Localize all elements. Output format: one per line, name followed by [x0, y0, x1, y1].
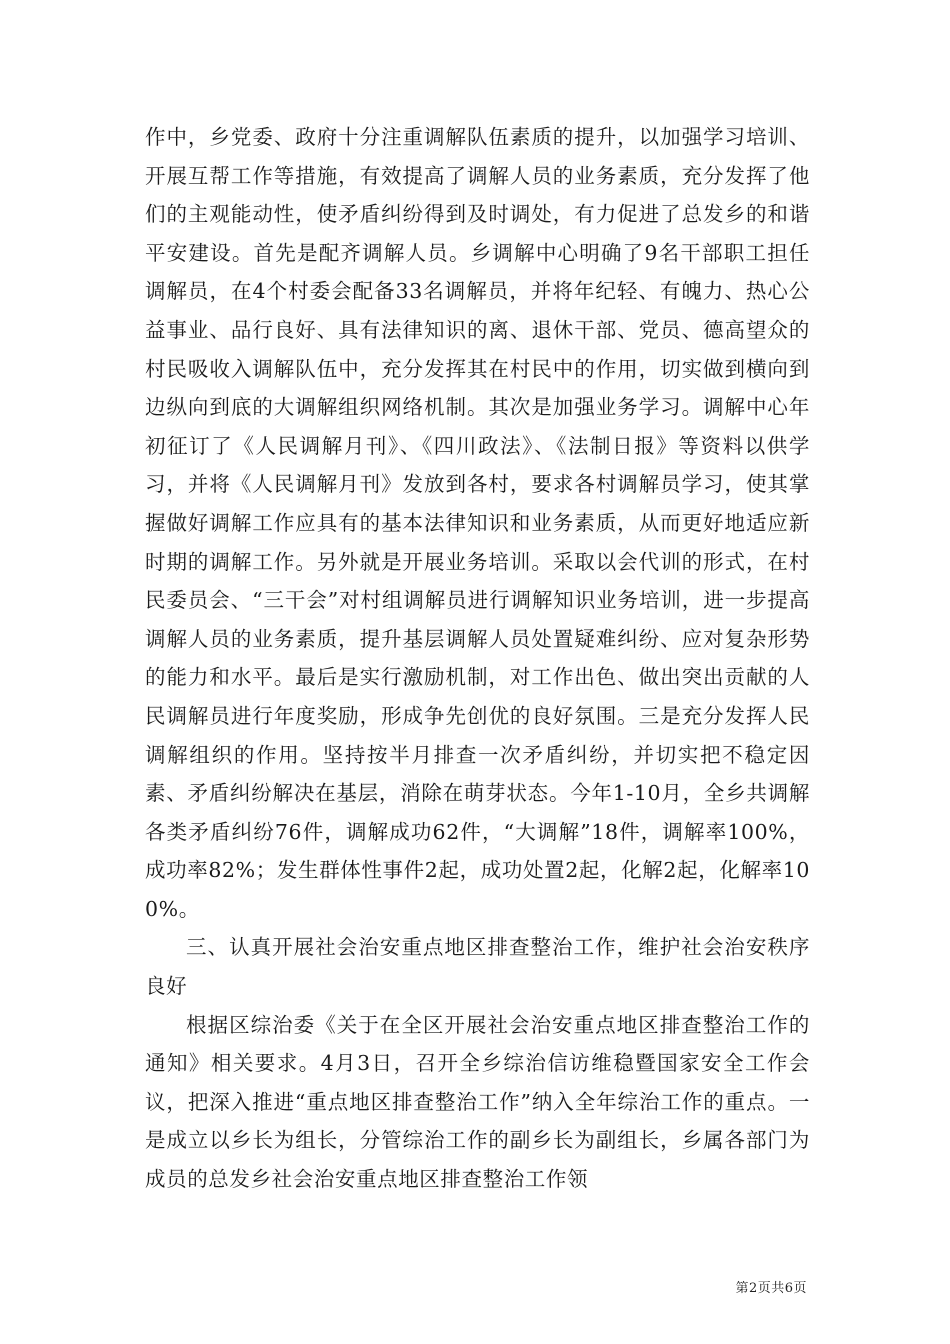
page-number-footer: 第2页共6页 [735, 1281, 807, 1296]
document-body [145, 118, 810, 1199]
section-heading-3: 三、认真开展社会治安重点地区排查整治工作，维护社会治安秩序良好 [145, 935, 810, 999]
body-paragraph-1: 作中，乡党委、政府十分注重调解队伍素质的提升，以加强学习培训、开展互帮工作等措施，有效提高了调解人员的业务素质，充分发挥了他们的主观能动性，使矛盾纠纷得到及时调处，有力促进了总发乡的和谐平安建设。首先是配齐调解人员。乡调解中心明确了9名干部职工担任调解员，在4个村委会配备33名调解员，并将年纪轻、有魄力、热心公益事业、品行良好、具有法律知识的离、退休干部、党员、德高望众的村民吸收入调解队伍中，充分发挥其在村民中的作用，切实做到横向到边纵向到底的大调解组织网络机制。其次是加强业务学习。调解中心年初征订了《人民调解月刊》、《四川政法》、《法制日报》等资料以供学习，并将《人民调解月刊》发放到各村，要求各村调解员学习，使其掌握做好调解工作应具有的基本法律知识和业务素质，从而更好地适应新时期的调解工作。另外就是开展业务培训。采取以会代训的形式，在村民委员会、“三干会”对村组调解员进行调解知识业务培训，进一步提高调解人员的业务素质，提升基层调解人员处置疑难纠纷、应对复杂形势的能力和水平。最后是实行激励机制，对工作出色、做出突出贡献的人民调解员进行年度奖励，形成争先创优的良好氛围。三是充分发挥人民调解组织的作用。坚持按半月排查一次矛盾纠纷，并切实把不稳定因素、矛盾纠纷解决在基层，消除在萌芽状态。今年1-10月，全乡共调解各类矛盾纠纷76件，调解成功62件，“大调解”18件，调解率100%，成功率82%；发生群体性事件2起，成功处置2起，化解2起，化解率100%。 [145, 125, 810, 921]
body-paragraph-2: 根据区综治委《关于在全区开展社会治安重点地区排查整治工作的通知》相关要求。4月3日，召开全乡综治信访维稳暨国家安全工作会议，把深入推进“重点地区排查整治工作”纳入全年综治工作的重点。一是成立以乡长为组长，分管综治工作的副乡长为副组长，乡属各部门为成员的总发乡社会治安重点地区排查整治工作领 [145, 1012, 810, 1192]
